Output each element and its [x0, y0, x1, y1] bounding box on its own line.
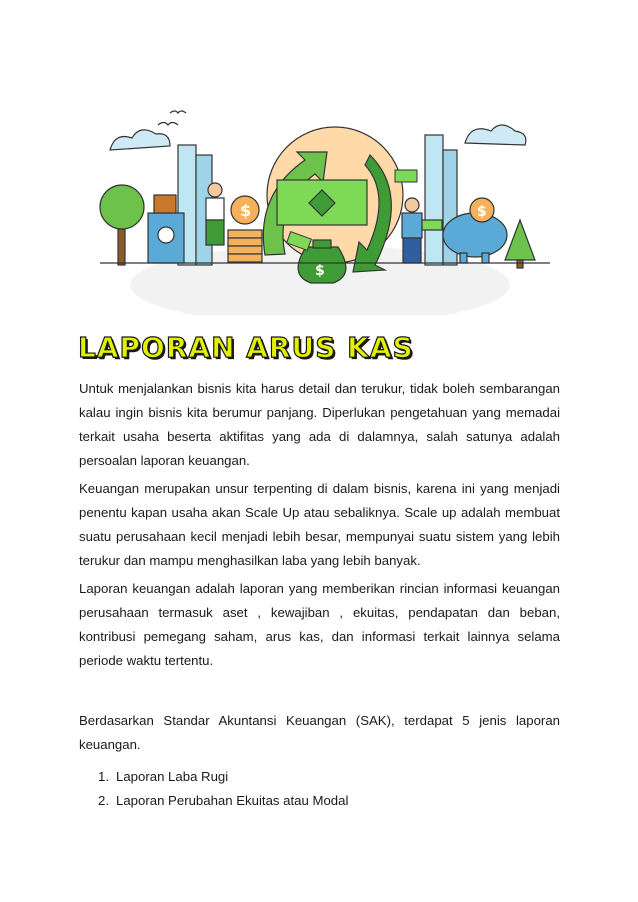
coin-stack-icon	[228, 230, 262, 262]
person-icon	[206, 183, 224, 245]
svg-text:$: $	[240, 201, 252, 220]
paragraph-finance: Keuangan merupakan unsur terpenting di dalam bisnis, karena ini yang menjadi penentu kapan usaha akan Scale Up atau sebaliknya. Scale up adalah membuat suatu perusahaan kecil menjadi lebih besar, mempunyai suatu sistem yang lebih terukur dan mampu menghasilkan laba yang lebih banyak.	[79, 481, 560, 568]
report-type-list	[79, 765, 348, 813]
paragraph-sak: Berdasarkan Standar Akuntansi Keuangan (SAK), terdapat 5 jenis laporan keuangan.	[79, 713, 560, 752]
banknote-icon	[277, 180, 367, 225]
paragraph-definition: Laporan keuangan adalah laporan yang memberikan rincian informasi keuangan perusahaan termasuk aset , kewajiban , ekuitas, pendapatan dan beban, kontribusi pemegang saham, arus kas, dan informasi terkait lainnya selama periode waktu tertentu.	[79, 581, 560, 668]
list-item-number: 2.	[98, 793, 109, 808]
svg-text:$: $	[315, 263, 325, 279]
list-item-text: Laporan Laba Rugi	[116, 769, 229, 784]
tree-icon	[100, 185, 144, 265]
list-item	[79, 789, 348, 813]
pine-tree-icon	[505, 220, 535, 268]
page-title: LAPORAN ARUS KAS	[78, 331, 414, 364]
svg-text:$: $	[477, 204, 487, 220]
finance-illustration	[70, 95, 570, 315]
bird-icon	[158, 111, 186, 125]
small-note-icon	[395, 170, 417, 182]
list-item	[79, 765, 348, 789]
list-item-text: Laporan Perubahan Ekuitas atau Modal	[116, 793, 349, 808]
paragraph-intro: Untuk menjalankan bisnis kita harus detail dan terukur, tidak boleh sembarangan kalau ingin bisnis kita berumur panjang. Diperlukan pengetahuan yang memadai terkait usaha beserta aktifitas yang ada di dalamnya, salah satunya adalah persoalan laporan keuangan.	[79, 381, 560, 468]
list-item-number: 1.	[98, 769, 109, 784]
